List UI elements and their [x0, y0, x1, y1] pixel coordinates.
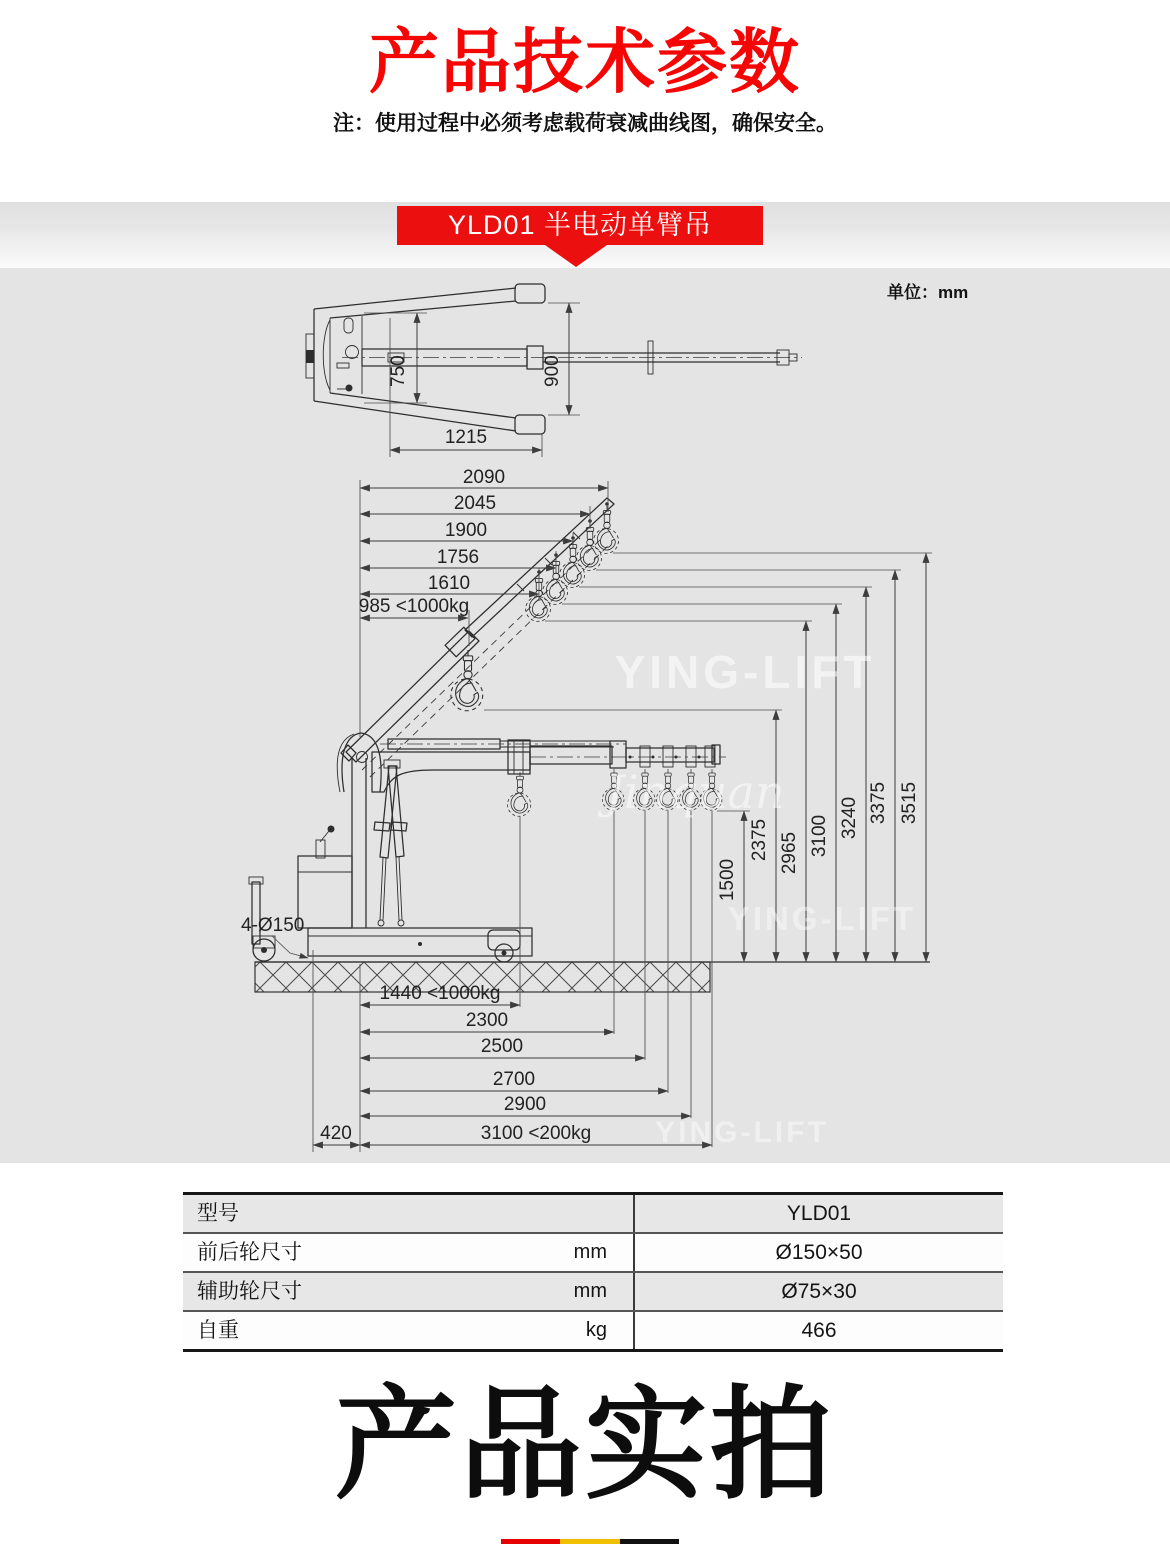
spec-value: Ø75×30 [781, 1280, 857, 1303]
spec-value: Ø150×50 [775, 1241, 863, 1264]
table-row [183, 1195, 1003, 1234]
dim-label: 1900 [444, 520, 488, 541]
unit-note: 单位：mm [887, 283, 969, 302]
dim-label-750: 750 [388, 355, 409, 387]
dim-label: 1756 [436, 547, 480, 568]
spec-label: 辅助轮尺寸 [197, 1280, 302, 1303]
watermark: Jinquan [605, 765, 785, 819]
watermark: YING-LIFT [655, 1116, 829, 1149]
footer-title: 产品实拍 [335, 1377, 835, 1513]
dim-label: 2045 [453, 493, 497, 514]
table-row [183, 1312, 1003, 1349]
dim-label: 3100 <200kg [480, 1123, 592, 1144]
spec-unit: kg [497, 1312, 635, 1349]
spec-unit [497, 1195, 635, 1232]
spec-label: 前后轮尺寸 [197, 1241, 302, 1264]
table-row [183, 1234, 1003, 1273]
wheel-note: 4-Ø150 [241, 915, 305, 936]
dim-label: 3375 [868, 781, 889, 825]
dim-label: 2965 [779, 831, 800, 875]
model-banner: YLD01 半电动单臂吊 [397, 206, 763, 245]
technical-drawing [0, 268, 1170, 1163]
dim-label: 2700 [492, 1069, 536, 1090]
dim-label-900: 900 [542, 355, 563, 387]
spec-unit: mm [497, 1273, 635, 1310]
dim-label: 3515 [899, 781, 920, 825]
watermark: YING-LIFT [727, 900, 917, 937]
ground [255, 962, 930, 992]
banner-arrow-icon [545, 245, 607, 267]
dim-label: 1440 <1000kg [379, 983, 501, 1004]
dim-label: 985 <1000kg [358, 596, 470, 617]
dim-label: 2375 [749, 818, 770, 862]
dim-label-1215: 1215 [444, 427, 488, 448]
watermark: YING-LIFT [614, 646, 876, 698]
spec-label: 型号 [197, 1202, 239, 1225]
top-view [306, 284, 802, 457]
header [0, 0, 1170, 202]
spec-value: YLD01 [786, 1202, 852, 1225]
tricolor-divider [501, 1539, 679, 1544]
dim-label: 1500 [717, 858, 738, 902]
dim-label: 3100 [809, 814, 830, 858]
dim-label: 1610 [427, 573, 471, 594]
page-note: 注：使用过程中必须考虑载荷衰减曲线图，确保安全。 [333, 112, 837, 135]
dim-label: 2900 [503, 1094, 547, 1115]
divider-black [620, 1539, 679, 1544]
divider-red [501, 1539, 560, 1544]
dim-label: 2090 [462, 467, 506, 488]
page-title: 产品技术参数 [369, 23, 801, 101]
spec-value: 466 [801, 1319, 837, 1342]
banner-band [0, 202, 1170, 268]
spec-unit: mm [497, 1234, 635, 1271]
dim-label: 3240 [839, 796, 860, 840]
dim-label: 2300 [465, 1010, 509, 1031]
spec-label: 自重 [197, 1319, 239, 1342]
dim-label: 2500 [480, 1036, 524, 1057]
divider-yellow [560, 1539, 620, 1544]
table-row [183, 1273, 1003, 1312]
dim-label: 420 [320, 1123, 352, 1144]
technical-drawing-panel [0, 268, 1170, 1163]
spec-table [183, 1192, 1003, 1352]
